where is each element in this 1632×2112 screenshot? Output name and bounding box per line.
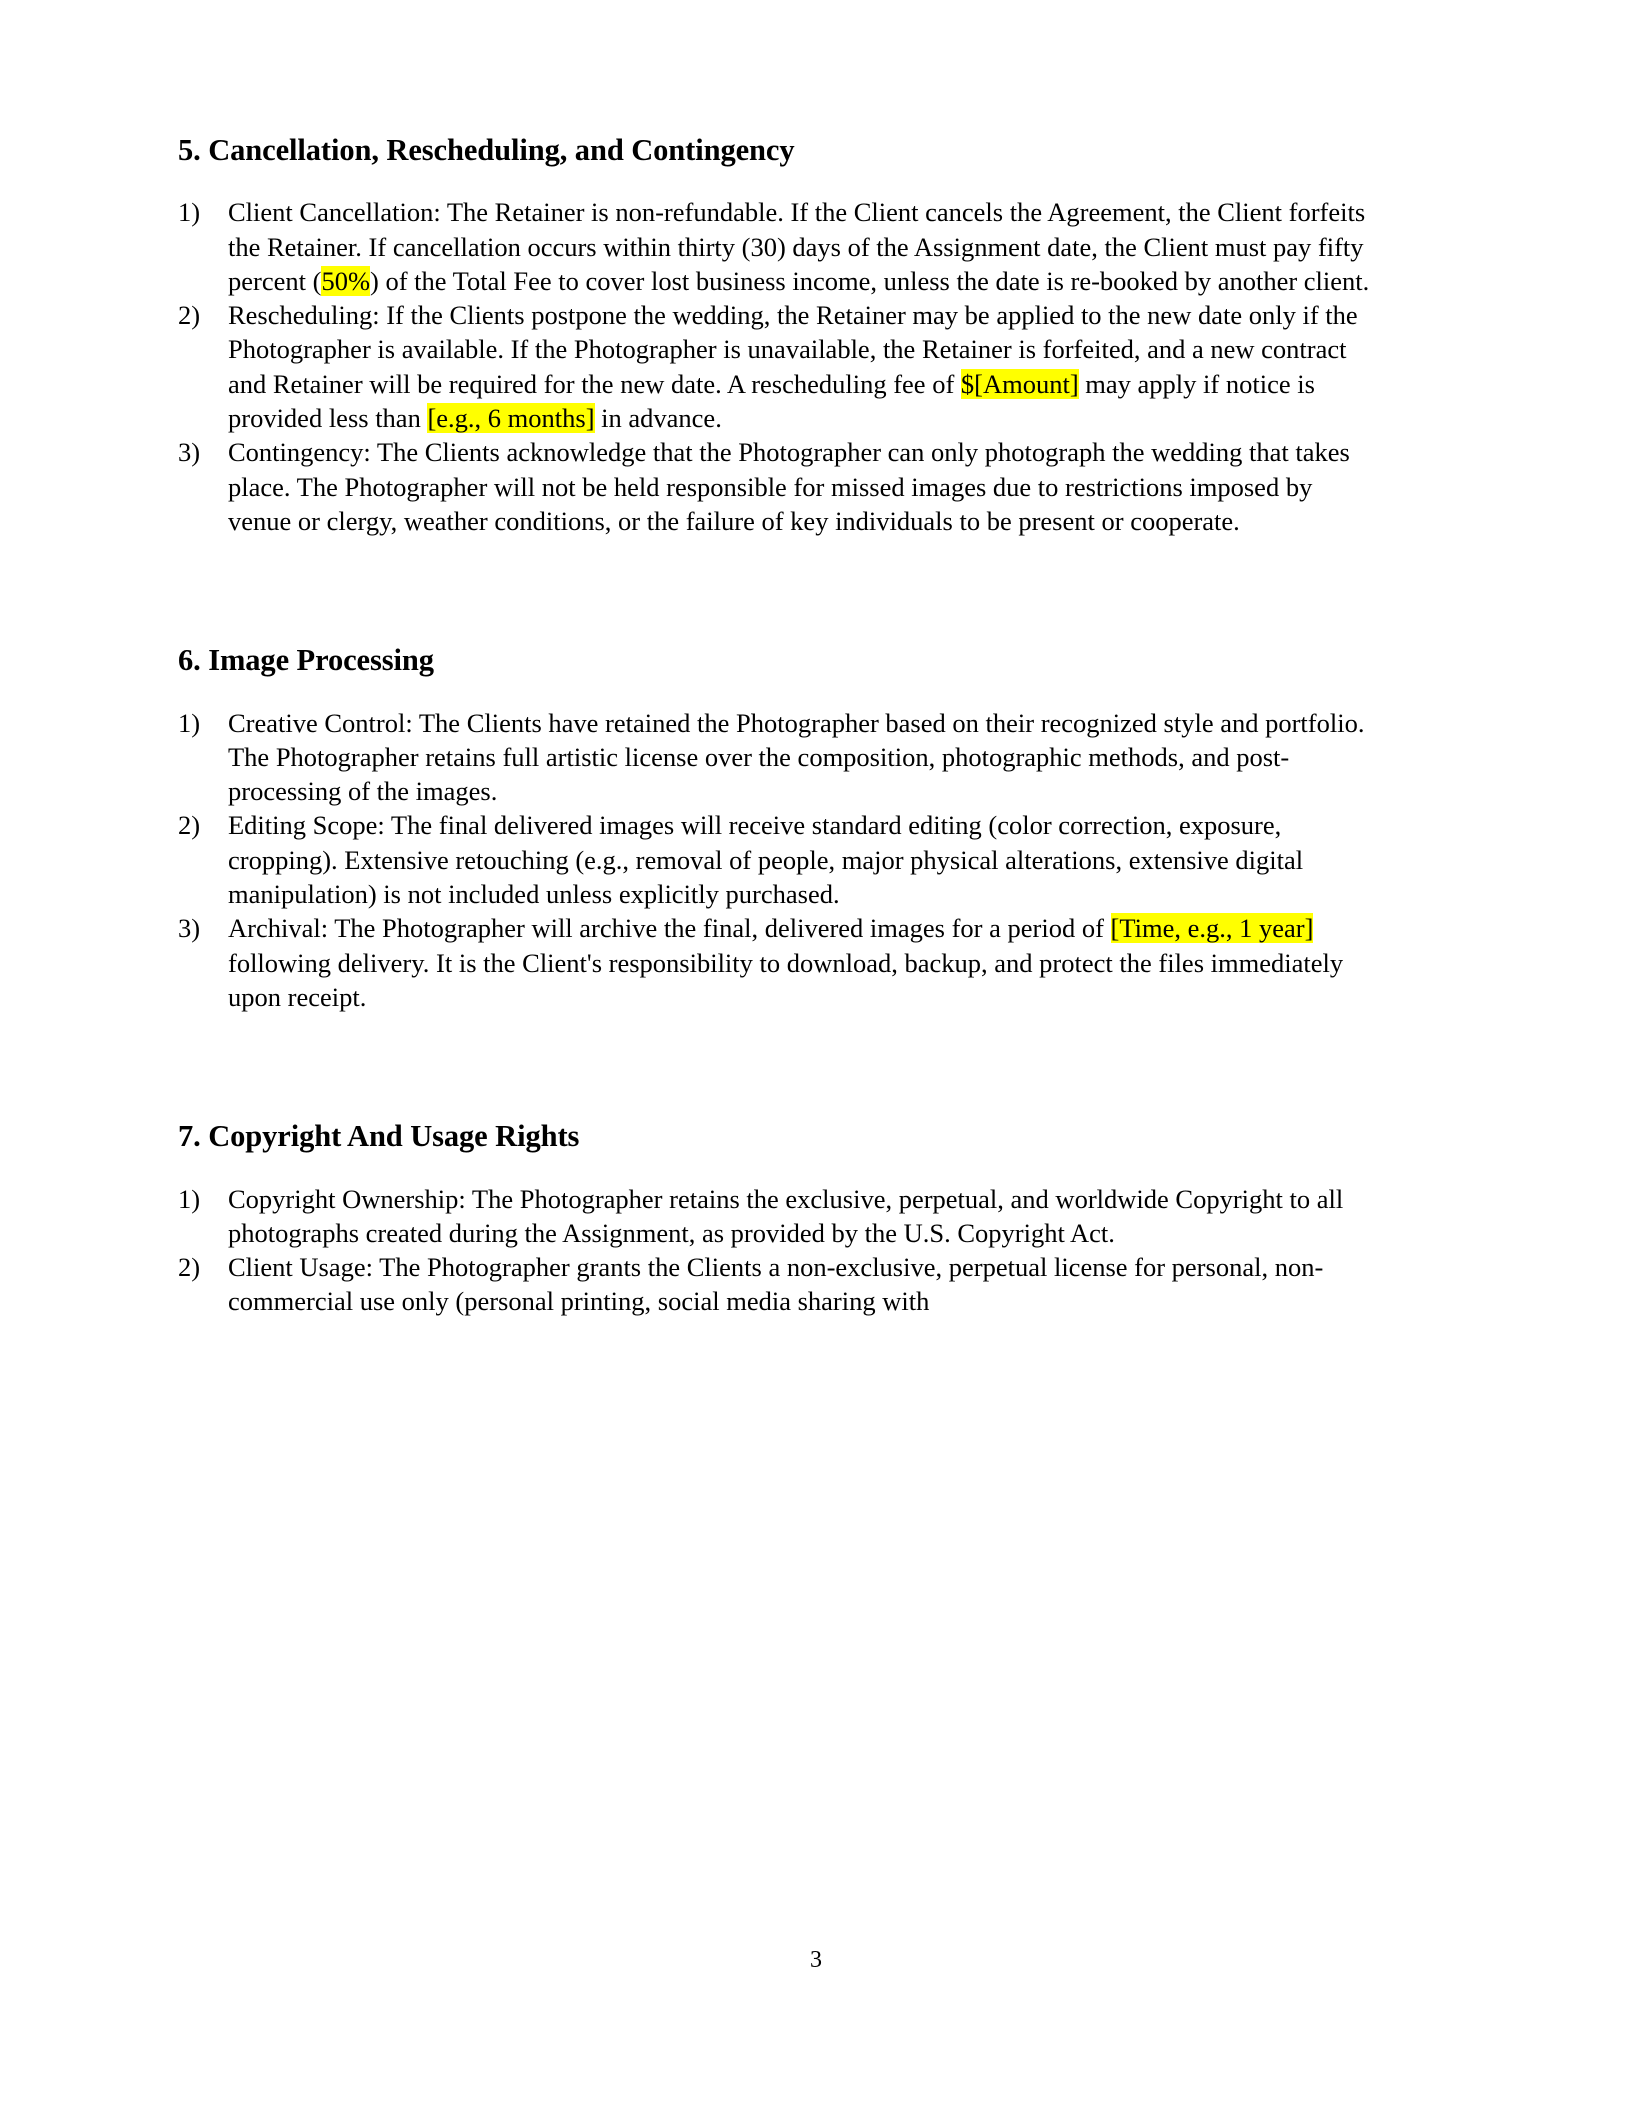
text-run: in advance. xyxy=(594,403,722,434)
clause-marker: 1) xyxy=(178,707,201,738)
section-6-clause-list xyxy=(178,706,1378,1015)
page-content xyxy=(178,132,1378,1319)
clause-item xyxy=(178,195,1378,298)
clause-marker: 2) xyxy=(178,810,201,841)
clause-marker: 2) xyxy=(178,300,201,331)
section-6-heading: 6. Image Processing xyxy=(178,643,434,678)
clause-text xyxy=(228,913,1343,1012)
text-run: Client Usage: The Photographer grants the Clients a non-exclusive, perpetual license for personal, non-commercial use only (personal printing, social media sharing with xyxy=(228,1252,1324,1317)
highlighted-placeholder: [e.g., 6 months] xyxy=(427,403,595,434)
text-run: following delivery. It is the Client's responsibility to download, backup, and protect the files immediately upon receipt. xyxy=(228,947,1344,1013)
clause-marker: 3) xyxy=(178,913,201,944)
text-run: Client Cancellation: The Retainer is non-refundable. If the Client cancels the Agreement, the Client forfeits the Retainer. If cancellation occurs within thirty (30) days of the Assignment date, the Client must pay fifty percent ( xyxy=(228,197,1366,296)
text-run: Copyright Ownership: The Photographer retains the exclusive, perpetual, and worldwide Copyright to all photographs created during the Assignment, as provided by the U.S. Copyright Act. xyxy=(228,1183,1344,1248)
clause-marker: 1) xyxy=(178,1183,201,1214)
text-run: ) of the Total Fee to cover lost business income, unless the date is re-booked by another client. xyxy=(370,265,1370,296)
text-run: Rescheduling: If the Clients postpone the wedding, the Retainer may be applied to the new date only if the Photographer is available. If the Photographer is unavailable, the Retainer is forfeited, and a new contract and Retainer will be required for the new date. A rescheduling fee of xyxy=(228,300,1358,399)
clause-item xyxy=(178,1250,1378,1319)
highlighted-placeholder: $[Amount] xyxy=(960,368,1079,399)
clause-item xyxy=(178,298,1378,435)
section-5 xyxy=(178,132,1378,538)
text-run: Contingency: The Clients acknowledge that the Photographer can only photograph the wedding that takes place. The Photographer will not be held responsible for missed images due to restrictions imposed by venue or clergy, weather conditions, or the failure of key individuals to be present or cooperate. xyxy=(228,437,1350,537)
section-gap xyxy=(178,1014,1378,1118)
clause-item xyxy=(178,435,1378,538)
section-6 xyxy=(178,642,1378,1014)
clause-text xyxy=(228,708,1364,807)
text-run: Editing Scope: The final delivered images will receive standard editing (color correction, exposure, cropping). Extensive retouching (e.g., removal of people, major physical alterations, extensive digital manipulation) is not included unless explicitly purchased. xyxy=(228,810,1304,910)
section-7-clause-list xyxy=(178,1182,1378,1319)
section-5-clause-list xyxy=(178,195,1378,538)
clause-text xyxy=(228,1252,1323,1316)
clause-item xyxy=(178,808,1378,911)
page-number: 3 xyxy=(810,1947,822,1973)
section-5-heading: 5. Cancellation, Rescheduling, and Contingency xyxy=(178,133,795,167)
clause-text xyxy=(228,810,1303,909)
section-7-heading: 7. Copyright And Usage Rights xyxy=(178,1119,580,1154)
clause-item xyxy=(178,911,1378,1014)
section-7 xyxy=(178,1118,1378,1318)
highlighted-placeholder: [Time, e.g., 1 year] xyxy=(1110,913,1314,944)
clause-marker: 2) xyxy=(178,1252,201,1283)
clause-marker: 1) xyxy=(178,197,201,228)
text-run: may apply if notice is provided less than xyxy=(228,368,1315,434)
highlighted-placeholder: 50% xyxy=(321,265,371,296)
section-gap xyxy=(178,538,1378,642)
clause-item xyxy=(178,706,1378,809)
clause-marker: 3) xyxy=(178,437,201,468)
clause-text xyxy=(228,300,1358,433)
clause-text xyxy=(228,437,1350,536)
clause-text xyxy=(228,1184,1343,1248)
clause-text xyxy=(228,197,1369,296)
text-run: Creative Control: The Clients have retained the Photographer based on their recognized style and portfolio. The Photographer retains full artistic license over the composition, photographic methods, and post-processing of the images. xyxy=(228,707,1365,807)
clause-item xyxy=(178,1182,1378,1251)
text-run: Archival: The Photographer will archive the final, delivered images for a period of xyxy=(228,913,1111,944)
